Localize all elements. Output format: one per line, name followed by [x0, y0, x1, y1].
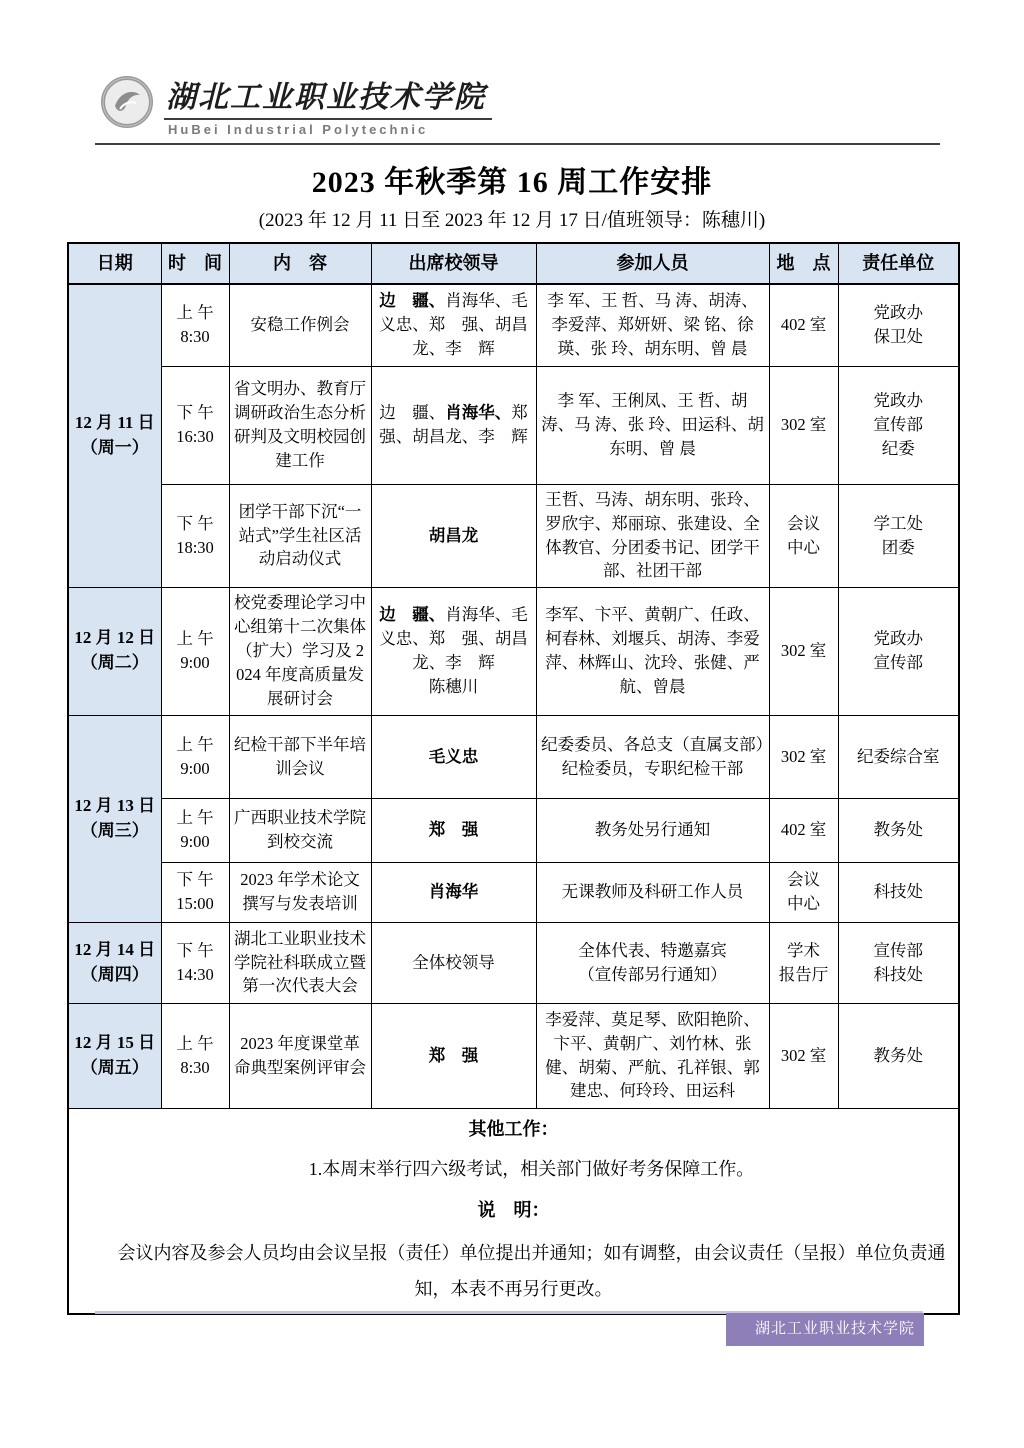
time-cell: 上 午 9:00: [161, 587, 229, 715]
leader-name-bold: 边 疆、: [379, 605, 446, 625]
header-divider: [95, 143, 940, 145]
location-cell: 402 室: [769, 798, 838, 862]
school-emblem-icon: [100, 75, 154, 134]
leader-name-bold: 边 疆、: [379, 291, 446, 311]
content-cell: 2023 年学术论文撰写与发表培训: [229, 862, 371, 922]
notes-row: [68, 1108, 959, 1314]
leader-name-bold: 郑 强: [428, 820, 479, 840]
leader-names: 肖海华、毛义忠、郑 强、胡昌龙、李 辉: [379, 291, 528, 359]
leaders-cell: [371, 284, 536, 366]
unit-cell: 纪委综合室: [838, 715, 959, 798]
other-work-item: 1.本周末举行四六级考试，相关部门做好考务保障工作。: [308, 1159, 755, 1180]
date-cell: 12 月 11 日 （周一）: [68, 284, 161, 587]
school-name-block: [164, 72, 492, 137]
unit-cell: 宣传部 科技处: [838, 922, 959, 1003]
participants-cell: 王哲、马涛、胡东明、张玲、罗欣宇、郑丽琼、张建设、全体教官、分团委书记、团学干部、社团干部: [536, 484, 769, 587]
header-date: 日期: [68, 243, 161, 284]
date-cell: 12 月 15 日 （周五）: [68, 1003, 161, 1108]
location-cell: 学术 报告厅: [769, 922, 838, 1003]
table-row: [68, 715, 959, 798]
schedule-body: [68, 284, 959, 1108]
participants-cell: 纪委委员、各总支（直属支部）纪检委员，专职纪检干部: [536, 715, 769, 798]
location-cell: 302 室: [769, 1003, 838, 1108]
participants-cell: 李军、卞平、黄朝广、任政、柯春林、刘堰兵、胡涛、李爱萍、林辉山、沈玲、张健、严航、曾晨: [536, 587, 769, 715]
notes-cell: [68, 1108, 959, 1314]
schedule-table: [67, 242, 960, 1315]
leaders-cell: [371, 922, 536, 1003]
table-row: [68, 862, 959, 922]
unit-cell: 科技处: [838, 862, 959, 922]
footer-school-badge: 湖北工业职业技术学院: [726, 1313, 924, 1346]
content-cell: 团学干部下沉“一站式”学生社区活动启动仪式: [229, 484, 371, 587]
date-cell: 12 月 14 日 （周四）: [68, 922, 161, 1003]
participants-cell: 全体代表、特邀嘉宾 （宣传部另行通知）: [536, 922, 769, 1003]
table-row: [68, 798, 959, 862]
participants-cell: 教务处另行通知: [536, 798, 769, 862]
leader-name-bold: 肖海华、: [445, 403, 512, 423]
participants-cell: 李爱萍、莫足琴、欧阳艳阶、卞平、黄朝广、刘竹林、张健、胡菊、严航、孔祥银、郭建忠、何玲玲、田运科: [536, 1003, 769, 1108]
leader-name-bold: 毛义忠: [428, 746, 479, 766]
time-cell: 下 午 18:30: [161, 484, 229, 587]
time-cell: 上 午 8:30: [161, 1003, 229, 1108]
page-title: 2023 年秋季第 16 周工作安排: [311, 166, 713, 199]
participants-cell: 李 军、王俐凤、王 哲、胡 涛、马 涛、张 玲、田运科、胡东明、曾 晨: [536, 366, 769, 484]
leaders-cell: [371, 484, 536, 587]
content-cell: 省文明办、教育厅调研政治生态分析研判及文明校园创建工作: [229, 366, 371, 484]
content-cell: 广西职业技术学院到校交流: [229, 798, 371, 862]
header-unit: 责任单位: [838, 243, 959, 284]
content-cell: 安稳工作例会: [229, 284, 371, 366]
unit-cell: 党政办 保卫处: [838, 284, 959, 366]
table-header-row: [68, 243, 959, 284]
leaders-cell: [371, 862, 536, 922]
location-cell: 302 室: [769, 715, 838, 798]
header-location: 地 点: [769, 243, 838, 284]
location-cell: 302 室: [769, 587, 838, 715]
location-cell: 402 室: [769, 284, 838, 366]
time-cell: 上 午 9:00: [161, 798, 229, 862]
page-subtitle: (2023 年 12 月 11 日至 2023 年 12 月 17 日/值班领导：陈穗川): [258, 210, 766, 231]
school-logo: [0, 0, 1024, 137]
time-cell: 上 午 8:30: [161, 284, 229, 366]
participants-cell: 无课教师及科研工作人员: [536, 862, 769, 922]
leader-name-bold: 胡昌龙: [428, 525, 479, 545]
leaders-cell: [371, 1003, 536, 1108]
date-cell: 12 月 13 日 （周三）: [68, 715, 161, 922]
header-participants: 参加人员: [536, 243, 769, 284]
header-time: 时 间: [161, 243, 229, 284]
time-cell: 上 午 9:00: [161, 715, 229, 798]
leader-name-bold: 肖海华: [428, 882, 479, 902]
content-cell: 湖北工业职业技术学院社科联成立暨第一次代表大会: [229, 922, 371, 1003]
content-cell: 校党委理论学习中心组第十二次集体（扩大）学习及 2024 年度高质量发展研讨会: [229, 587, 371, 715]
table-row: [68, 922, 959, 1003]
school-name-en: HuBei Industrial Polytechnic: [168, 122, 429, 137]
table-row: [68, 587, 959, 715]
leader-names: 肖海华、毛义忠、郑 强、胡昌龙、李 辉 陈穗川: [379, 605, 528, 696]
location-cell: 会议 中心: [769, 862, 838, 922]
table-row: [68, 484, 959, 587]
location-cell: 302 室: [769, 366, 838, 484]
leaders-cell: [371, 587, 536, 715]
leader-name-bold: 郑 强: [428, 1045, 479, 1065]
content-cell: 2023 年度课堂革命典型案例评审会: [229, 1003, 371, 1108]
time-cell: 下 午 14:30: [161, 922, 229, 1003]
location-cell: 会议 中心: [769, 484, 838, 587]
unit-cell: 教务处: [838, 1003, 959, 1108]
leader-names: 郑 强、胡昌龙、李 辉: [379, 403, 545, 446]
other-work-title: 其他工作：: [468, 1118, 559, 1139]
date-cell: 12 月 12 日 （周二）: [68, 587, 161, 715]
participants-cell: 李 军、王 哲、马 涛、胡涛、李爱萍、郑妍妍、梁 铭、徐 瑛、张 玲、胡东明、曾 晨: [536, 284, 769, 366]
leaders-cell: [371, 366, 545, 484]
unit-cell: 教务处: [838, 798, 959, 862]
unit-cell: 党政办 宣传部 纪委: [838, 366, 959, 484]
header-content: 内 容: [229, 243, 371, 284]
table-row: [68, 366, 959, 484]
table-row: [68, 1003, 959, 1108]
leader-names: 边 疆、: [379, 403, 446, 423]
unit-cell: 党政办 宣传部: [838, 587, 959, 715]
time-cell: 下 午 16:30: [161, 366, 229, 484]
time-cell: 下 午 15:00: [161, 862, 229, 922]
unit-cell: 学工处 团委: [838, 484, 959, 587]
school-name-cn: 湖北工业职业技术学院: [164, 72, 492, 120]
leaders-cell: [371, 715, 536, 798]
remark-text: 会议内容及参会人员均由会议呈报（责任）单位提出并通知；如有调整，由会议责任（呈报）单位负责通知，本表不再另行更改。: [117, 1242, 946, 1299]
remark-title: 说 明：: [477, 1200, 550, 1221]
table-row: [68, 284, 959, 366]
content-cell: 纪检干部下半年培训会议: [229, 715, 371, 798]
leader-names: 全体校领导: [412, 952, 495, 972]
leaders-cell: [371, 798, 536, 862]
header-leaders: 出席校领导: [371, 243, 536, 284]
